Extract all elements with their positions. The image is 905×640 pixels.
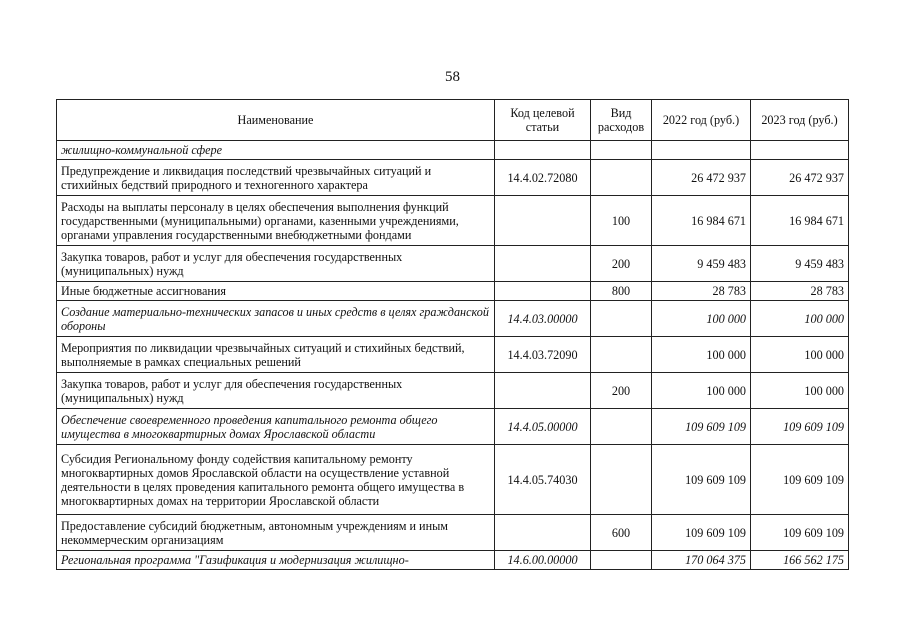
row-2023-cell: 100 000 bbox=[751, 337, 849, 373]
row-name-cell: Мероприятия по ликвидации чрезвычайных ситуаций и стихийных бедствий, выполняемые в рамках специальных решений bbox=[57, 337, 495, 373]
row-vid-cell bbox=[591, 445, 652, 515]
row-2023-cell: 166 562 175 bbox=[751, 551, 849, 570]
row-vid-cell: 200 bbox=[591, 373, 652, 409]
row-2022-cell: 109 609 109 bbox=[652, 515, 751, 551]
row-code-cell: 14.4.05.74030 bbox=[495, 445, 591, 515]
header-2022: 2022 год (руб.) bbox=[652, 100, 751, 141]
row-name-cell: жилищно-коммунальной сфере bbox=[57, 141, 495, 160]
row-code-cell bbox=[495, 246, 591, 282]
row-2023-cell: 109 609 109 bbox=[751, 409, 849, 445]
row-vid-cell bbox=[591, 160, 652, 196]
page-number: 58 bbox=[445, 69, 460, 85]
row-name-cell: Иные бюджетные ассигнования bbox=[57, 282, 495, 301]
row-2022-cell bbox=[652, 141, 751, 160]
row-code-cell: 14.4.02.72080 bbox=[495, 160, 591, 196]
row-name-cell: Предоставление субсидий бюджетным, автономным учреждениям и иным некоммерческим организациям bbox=[57, 515, 495, 551]
row-name-cell: Закупка товаров, работ и услуг для обеспечения государственных (муниципальных) нужд bbox=[57, 246, 495, 282]
row-2022-cell: 100 000 bbox=[652, 337, 751, 373]
table-row bbox=[57, 282, 849, 301]
header-name: Наименование bbox=[57, 100, 495, 141]
row-2023-cell bbox=[751, 141, 849, 160]
row-2022-cell: 28 783 bbox=[652, 282, 751, 301]
row-name-cell: Региональная программа "Газификация и модернизация жилищно- bbox=[57, 551, 495, 570]
row-vid-cell bbox=[591, 551, 652, 570]
row-2023-cell: 100 000 bbox=[751, 373, 849, 409]
row-2022-cell: 170 064 375 bbox=[652, 551, 751, 570]
budget-table bbox=[56, 99, 849, 570]
header-vid: Вид расходов bbox=[591, 100, 652, 141]
row-2022-cell: 109 609 109 bbox=[652, 445, 751, 515]
table-row bbox=[57, 409, 849, 445]
row-code-cell: 14.4.03.00000 bbox=[495, 301, 591, 337]
row-code-cell bbox=[495, 373, 591, 409]
row-code-cell bbox=[495, 141, 591, 160]
table-row bbox=[57, 373, 849, 409]
row-code-cell: 14.6.00.00000 bbox=[495, 551, 591, 570]
table-row bbox=[57, 196, 849, 246]
row-name-cell: Расходы на выплаты персоналу в целях обеспечения выполнения функций государственными (муниципальными) органами, казенными учреждениями, органами управления государственными внебюджетными фондами bbox=[57, 196, 495, 246]
row-vid-cell: 200 bbox=[591, 246, 652, 282]
row-code-cell bbox=[495, 515, 591, 551]
row-vid-cell: 100 bbox=[591, 196, 652, 246]
row-2023-cell: 109 609 109 bbox=[751, 515, 849, 551]
row-code-cell: 14.4.03.72090 bbox=[495, 337, 591, 373]
header-2023: 2023 год (руб.) bbox=[751, 100, 849, 141]
row-name-cell: Создание материально-технических запасов и иных средств в целях гражданской обороны bbox=[57, 301, 495, 337]
row-2023-cell: 9 459 483 bbox=[751, 246, 849, 282]
row-name-cell: Субсидия Региональному фонду содействия капитальному ремонту многоквартирных домов Ярославской области на осуществление уставной деятельности в целях проведения капитального ремонта общего имущества в многоквартирных домах на территории Ярославской области bbox=[57, 445, 495, 515]
row-2023-cell: 100 000 bbox=[751, 301, 849, 337]
table-row bbox=[57, 301, 849, 337]
row-code-cell bbox=[495, 282, 591, 301]
row-vid-cell bbox=[591, 141, 652, 160]
row-2022-cell: 109 609 109 bbox=[652, 409, 751, 445]
row-2023-cell: 109 609 109 bbox=[751, 445, 849, 515]
row-2023-cell: 28 783 bbox=[751, 282, 849, 301]
row-name-cell: Предупреждение и ликвидация последствий чрезвычайных ситуаций и стихийных бедствий природного и техногенного характера bbox=[57, 160, 495, 196]
table-row bbox=[57, 160, 849, 196]
row-name-cell: Закупка товаров, работ и услуг для обеспечения государственных (муниципальных) нужд bbox=[57, 373, 495, 409]
table-body bbox=[57, 141, 849, 570]
row-code-cell: 14.4.05.00000 bbox=[495, 409, 591, 445]
table-row bbox=[57, 515, 849, 551]
row-2022-cell: 9 459 483 bbox=[652, 246, 751, 282]
row-2022-cell: 100 000 bbox=[652, 373, 751, 409]
row-2022-cell: 100 000 bbox=[652, 301, 751, 337]
table-row bbox=[57, 551, 849, 570]
row-vid-cell bbox=[591, 337, 652, 373]
row-2022-cell: 26 472 937 bbox=[652, 160, 751, 196]
table-row bbox=[57, 337, 849, 373]
row-vid-cell bbox=[591, 301, 652, 337]
table-row bbox=[57, 445, 849, 515]
row-vid-cell bbox=[591, 409, 652, 445]
table-row bbox=[57, 141, 849, 160]
row-2022-cell: 16 984 671 bbox=[652, 196, 751, 246]
row-vid-cell: 800 bbox=[591, 282, 652, 301]
row-2023-cell: 26 472 937 bbox=[751, 160, 849, 196]
row-2023-cell: 16 984 671 bbox=[751, 196, 849, 246]
table-row bbox=[57, 246, 849, 282]
header-code: Код целевой статьи bbox=[495, 100, 591, 141]
row-code-cell bbox=[495, 196, 591, 246]
table-header-row bbox=[57, 100, 849, 141]
row-name-cell: Обеспечение своевременного проведения капитального ремонта общего имущества в многоквартирных домах Ярославской области bbox=[57, 409, 495, 445]
row-vid-cell: 600 bbox=[591, 515, 652, 551]
